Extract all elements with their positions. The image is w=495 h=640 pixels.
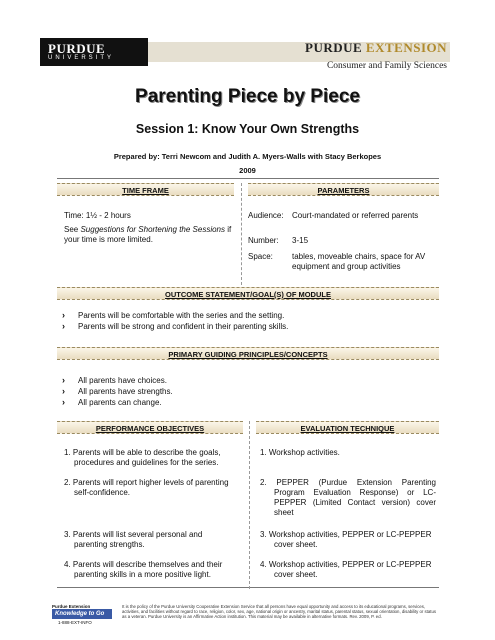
time-note: See Suggestions for Shortening the Sessions if your time is more limited.	[64, 225, 232, 244]
arrow-bullet-icon: ›	[62, 310, 65, 320]
principle-item: › All parents have choices.	[62, 375, 167, 385]
space-label: Space:	[248, 252, 273, 261]
time-frame-header: TIME FRAME	[57, 183, 234, 196]
document-title: Parenting Piece by Piece	[135, 86, 360, 107]
audience-value: Court-mandated or referred parents	[292, 211, 419, 220]
logo-wordmark: PURDUE	[48, 41, 106, 56]
arrow-bullet-icon: ›	[62, 375, 65, 385]
logo-university: UNIVERSITY	[48, 55, 115, 61]
audience-label: Audience:	[248, 211, 284, 220]
arrow-bullet-icon: ›	[62, 321, 65, 331]
prepared-by: Prepared by: Terri Newcom and Judith A. Myers-Walls with Stacy Berkopes	[113, 152, 382, 161]
column-divider	[249, 421, 250, 589]
time-value: Time: 1½ - 2 hours	[64, 211, 131, 220]
parameters-header: PARAMETERS	[248, 183, 439, 196]
outcome-item: › Parents will be strong and confident in their parenting skills.	[62, 321, 289, 331]
objective-item: 3. Parents will list several personal and parenting strengths.	[64, 530, 203, 549]
number-label: Number:	[248, 236, 279, 245]
evaluation-header: EVALUATION TECHNIQUE	[256, 421, 439, 434]
evaluation-item: 3. Workshop activities, PEPPER or LC-PEPPER cover sheet.	[260, 530, 432, 549]
principle-item: › All parents have strengths.	[62, 386, 173, 396]
principles-list	[58, 375, 438, 408]
evaluation-item: 2. PEPPER (Purdue Extension Parenting Program Evaluation Response) or LC-PEPPER (Limited Contact version) cover sheet	[260, 478, 436, 517]
footer-logo-phone: 1-888-EXT-INFO	[58, 620, 92, 625]
page-header	[0, 32, 495, 84]
extension-title-purdue: PURDUE	[305, 40, 366, 55]
footer-logo-line1: Purdue Extension	[52, 604, 91, 609]
extension-title	[305, 40, 447, 56]
session-subtitle: Session 1: Know Your Own Strengths	[135, 122, 360, 136]
objective-item: 2. Parents will report higher levels of parenting self-confidence.	[64, 478, 229, 497]
arrow-bullet-icon: ›	[62, 386, 65, 396]
extension-title-extension: EXTENSION	[365, 40, 447, 55]
outcome-item: › Parents will be comfortable with the series and the setting.	[62, 310, 285, 320]
principles-header: PRIMARY GUIDING PRINCIPLES/CONCEPTS	[57, 347, 439, 360]
extension-subtitle: Consumer and Family Sciences	[326, 61, 447, 71]
outcome-list	[58, 310, 438, 332]
extension-footer-logo	[52, 604, 114, 632]
arrow-bullet-icon: ›	[62, 397, 65, 407]
space-value: tables, moveable chairs, space for AV equipment and group activities	[292, 252, 426, 271]
number-value: 3-15	[292, 236, 309, 245]
purdue-university-logo	[40, 38, 148, 66]
objective-item: 1. Parents will be able to describe the goals, procedures and guidelines for the series.	[64, 448, 221, 467]
objective-item: 4. Parents will describe themselves and their parenting skills in a more positive light.	[64, 560, 223, 579]
objectives-header: PERFORMANCE OBJECTIVES	[57, 421, 243, 434]
footer-logo-banner: Knowledge to Go	[52, 609, 112, 619]
principle-item: › All parents can change.	[62, 397, 162, 407]
outcome-header: OUTCOME STATEMENT/GOAL(S) OF MODULE	[57, 287, 439, 300]
footer-disclaimer: It is the policy of the Purdue University Cooperative Extension Service that all persons have equal opportunity and access to its educational programs, services, activities, and facilities without regard to race, religion, color, sex, age, national origin or ancestry, marital status, parental status, sexual orientation, disability or status as a veteran. Purdue University is an Affirmative Action institution. This material may be available in alternative formats. Rev. 2009, P. ed.	[122, 604, 436, 620]
document-year: 2009	[239, 166, 256, 175]
column-divider	[241, 183, 242, 285]
evaluation-item: 1. Workshop activities.	[260, 448, 340, 457]
evaluation-item: 4. Workshop activities, PEPPER or LC-PEPPER cover sheet.	[260, 560, 432, 579]
